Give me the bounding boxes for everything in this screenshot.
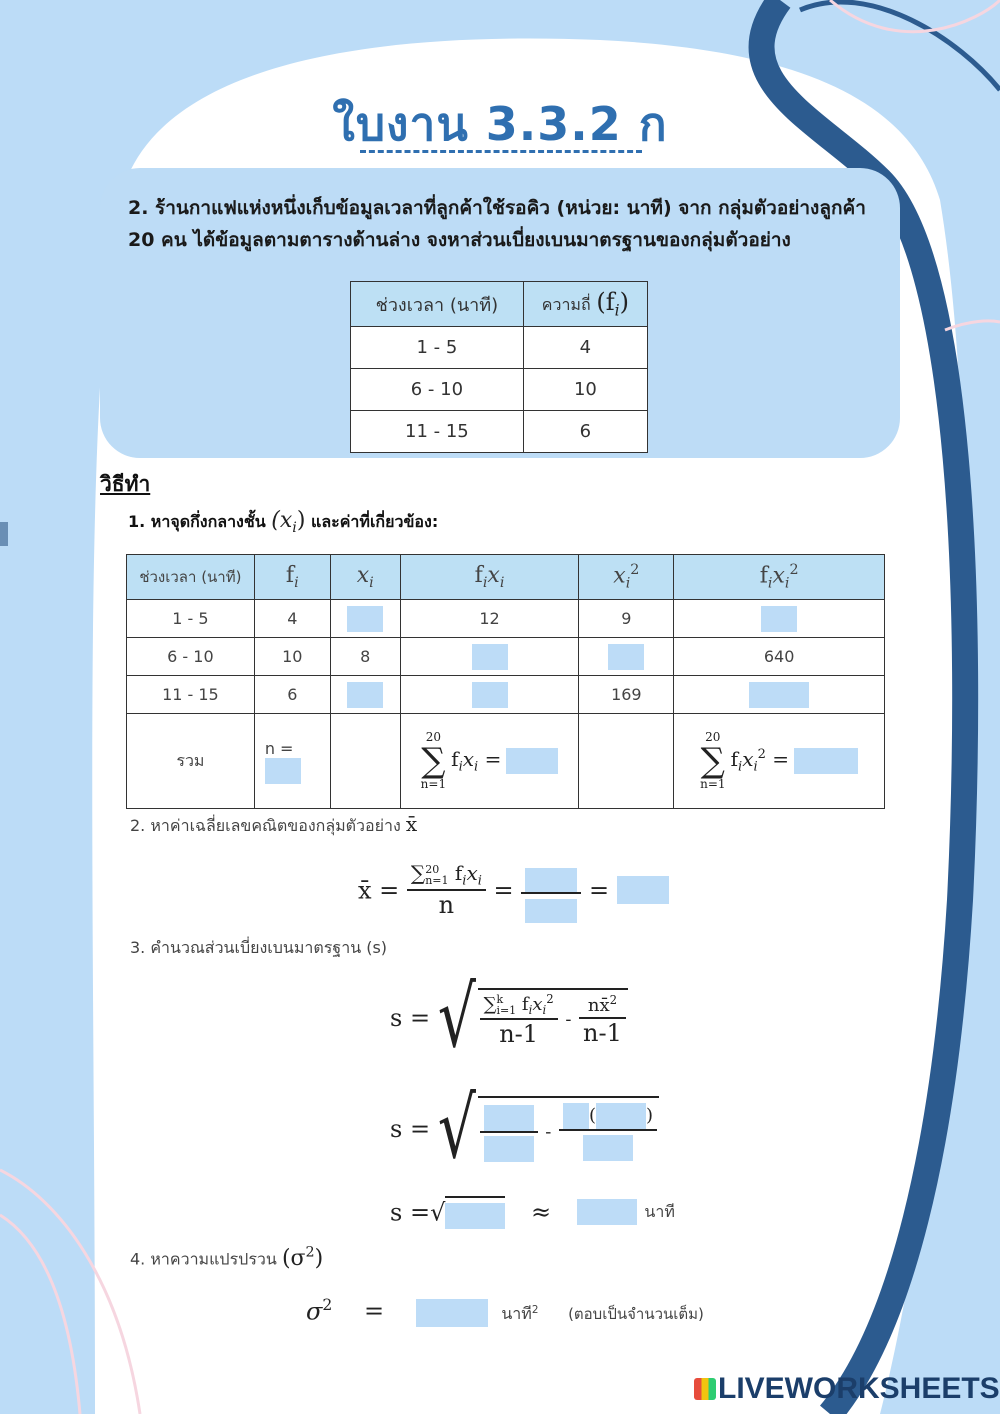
step1-sym: (x — [271, 508, 293, 533]
answer-blank-fx2-3[interactable] — [749, 682, 809, 708]
frequency-table — [350, 281, 648, 453]
step2-text: 2. หาค่าเฉลี่ยเลขคณิตของกลุ่มตัวอย่าง x̄ — [130, 812, 418, 836]
title-underline — [360, 150, 642, 153]
step4-text: 4. หาความแปรปรวน $(\sigma^2)$ — [130, 1244, 324, 1271]
answer-blank-sd-radicand[interactable] — [445, 1203, 505, 1229]
cell-x — [330, 676, 400, 714]
table-header-interval: ช่วงเวลา (นาที) — [351, 282, 524, 327]
table-row — [351, 369, 648, 411]
cell-fx: 12 — [400, 600, 579, 638]
header-fx: $f_ix_i$ — [400, 555, 579, 600]
step1-sub: i — [292, 520, 297, 536]
answer-blank-x3[interactable] — [347, 682, 383, 708]
table-row — [351, 411, 648, 453]
cell-x — [330, 600, 400, 638]
sd-formula: s = √ ∑ k i=1 $f_ix_i^2$ n-1 - $\frac{nx̄^2}{n-1}$ — [390, 988, 628, 1048]
header-interval: ช่วงเวลา (นาที) — [127, 555, 255, 600]
cell-f: 4 — [254, 600, 330, 638]
header-freq-close: ) — [619, 288, 630, 317]
answer-blank-mean-num[interactable] — [525, 868, 577, 892]
method-heading: วิธีทำ — [100, 472, 151, 496]
header-freq-sub: i — [614, 301, 620, 320]
cell-interval: 6 - 10 — [127, 638, 255, 676]
answer-blank-sd-f1-num[interactable] — [484, 1105, 534, 1131]
cell-x2: 169 — [579, 676, 674, 714]
cell-interval: 11 - 15 — [127, 676, 255, 714]
step1-label-b: และค่าที่เกี่ยวข้อง: — [311, 512, 439, 531]
cell-interval: 1 - 5 — [127, 600, 255, 638]
answer-blank-sd-f2-den[interactable] — [583, 1135, 633, 1161]
cell-fx2: 640 — [674, 638, 885, 676]
answer-blank-sd-n[interactable] — [563, 1103, 589, 1129]
mean-formula: x̄ = ∑ 20 n=1 $f_ix_i$ n = = — [358, 858, 669, 923]
cell-x2: 9 — [579, 600, 674, 638]
question-text: 2. ร้านกาแฟแห่งหนึ่งเก็บข้อมูลเวลาที่ลูกค้าใช้รอคิว (หน่วย: นาที) จาก กลุ่มตัวอย่างลูกค้า 20 คน ได้ข้อมูลตามตารางด้านล่าง จงหาส่วนเบี่ยงเบนมาตรฐานของกลุ่มตัวอย่าง — [128, 197, 866, 251]
table-row — [127, 600, 885, 638]
header-freq-sym: (f — [596, 288, 615, 317]
answer-blank-mean[interactable] — [617, 876, 669, 904]
cell-f: 10 — [254, 638, 330, 676]
xbar-symbol: x̄ — [405, 812, 418, 836]
n-label: n = — [264, 738, 294, 758]
table-row — [127, 638, 885, 676]
variance-result: $\sigma^2$ = นาที$^2$ (ตอบเป็นจำนวนเต็ม) — [306, 1296, 704, 1326]
answer-blank-x2-2[interactable] — [608, 644, 644, 670]
page-title: ใบงาน 3.3.2 ก — [332, 97, 668, 151]
cell-fx2 — [674, 600, 885, 638]
cell-empty — [330, 714, 400, 809]
answer-blank-fx2-1[interactable] — [761, 606, 797, 632]
sd-substitution: s = √ - ( ) — [390, 1096, 659, 1162]
row-interval: 11 - 15 — [351, 411, 524, 453]
header-fx2: $f_ix_i^2$ — [674, 555, 885, 600]
answer-blank-n[interactable] — [265, 758, 301, 784]
answer-blank-sd[interactable] — [577, 1199, 637, 1225]
cell-sum-fx: 20 ∑ n=1 $f_ix_i$ = — [400, 714, 579, 809]
sum-label: รวม — [127, 714, 255, 809]
sd-result: s =√ ≈ นาที — [390, 1196, 675, 1229]
answer-blank-x1[interactable] — [347, 606, 383, 632]
cell-f: 6 — [254, 676, 330, 714]
cell-sum-fx2: 20 ∑ n=1 $f_ix_i^2$ = — [674, 714, 885, 809]
cell-fx — [400, 638, 579, 676]
answer-blank-mean-den[interactable] — [525, 899, 577, 923]
header-freq-label: ความถี่ — [541, 295, 591, 315]
answer-blank-sum-fx[interactable] — [506, 748, 558, 774]
header-f: $f_i$ — [254, 555, 330, 600]
table-header-frequency — [523, 282, 647, 327]
row-frequency: 6 — [523, 411, 647, 453]
cell-x: 8 — [330, 638, 400, 676]
row-frequency: 10 — [523, 369, 647, 411]
cell-x2 — [579, 638, 674, 676]
answer-blank-sum-fx2[interactable] — [794, 748, 858, 774]
liveworksheets-logo: LIVEWORKSHEETS — [694, 1372, 1000, 1406]
logo-icon — [694, 1378, 716, 1400]
row-interval: 1 - 5 — [351, 327, 524, 369]
step1-text — [128, 508, 438, 536]
cell-fx — [400, 676, 579, 714]
answer-blank-sd-f1-den[interactable] — [484, 1136, 534, 1162]
row-interval: 6 - 10 — [351, 369, 524, 411]
answer-blank-fx3[interactable] — [472, 682, 508, 708]
row-frequency: 4 — [523, 327, 647, 369]
table-row — [351, 327, 648, 369]
cell-empty — [579, 714, 674, 809]
sum-row — [127, 714, 885, 809]
step3-text: 3. คำนวณส่วนเบี่ยงเบนมาตรฐาน (s) — [130, 938, 388, 957]
calculation-table — [126, 554, 885, 809]
answer-blank-variance[interactable] — [416, 1299, 488, 1327]
answer-blank-sd-mean[interactable] — [596, 1103, 646, 1129]
header-x: $x_i$ — [330, 555, 400, 600]
cell-fx2 — [674, 676, 885, 714]
step1-close: ) — [296, 508, 306, 533]
cell-n — [254, 714, 330, 809]
step1-label: 1. หาจุดกึ่งกลางชั้น — [128, 512, 266, 531]
table-row — [127, 676, 885, 714]
header-x2: $x_i^2$ — [579, 555, 674, 600]
answer-blank-fx2[interactable] — [472, 644, 508, 670]
